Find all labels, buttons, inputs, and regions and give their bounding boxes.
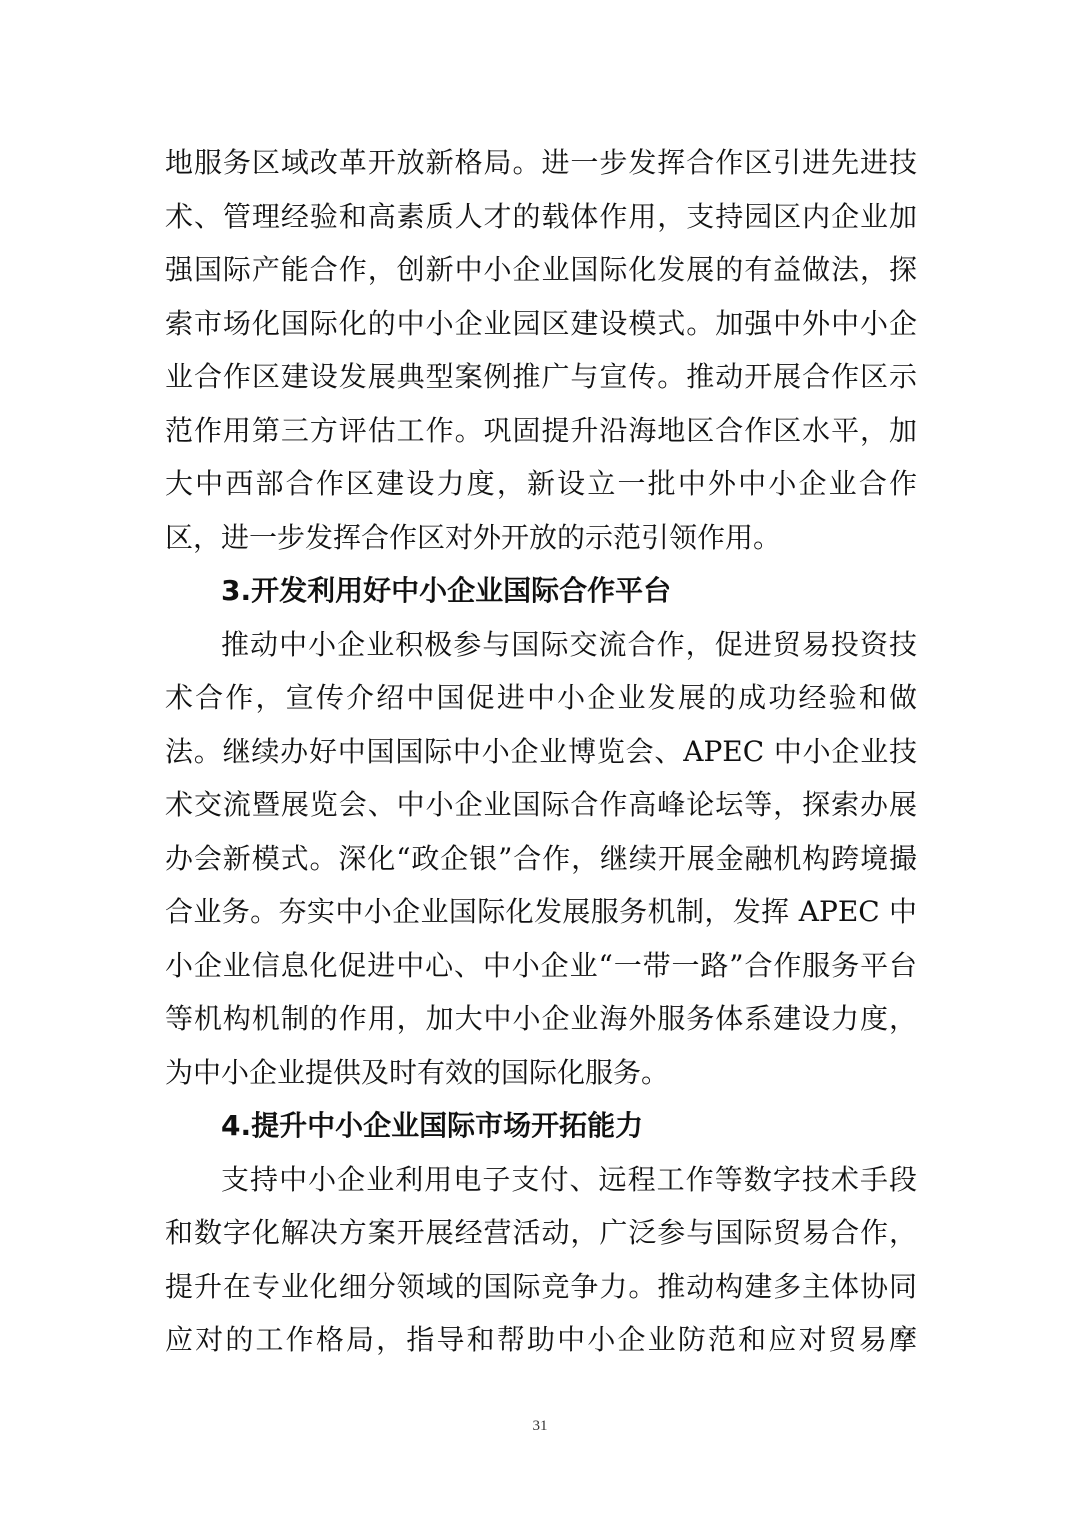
text-line: 合业务。夯实中小企业国际化发展服务机制，发挥 APEC 中 bbox=[165, 895, 917, 928]
text-line: 业合作区建设发展典型案例推广与宣传。推动开展合作区示 bbox=[165, 360, 917, 393]
section-heading-3: 3.开发利用好中小企业国际合作平台 bbox=[221, 574, 672, 607]
text-line: 为中小企业提供及时有效的国际化服务。 bbox=[165, 1055, 670, 1089]
text-line: 和数字化解决方案开展经营活动，广泛参与国际贸易合作， bbox=[165, 1216, 917, 1249]
text-line: 提升在专业化细分领域的国际竞争力。推动构建多主体协同 bbox=[165, 1269, 917, 1303]
text-line: 区，进一步发挥合作区对外开放的示范引领作用。 bbox=[165, 520, 782, 554]
text-line: 等机构机制的作用，加大中小企业海外服务体系建设力度， bbox=[165, 1002, 917, 1035]
text-line: 索市场化国际化的中小企业园区建设模式。加强中外中小企 bbox=[165, 306, 917, 340]
text-line: 支持中小企业利用电子支付、远程工作等数字技术手段 bbox=[221, 1162, 917, 1196]
text-line: 范作用第三方评估工作。巩固提升沿海地区合作区水平，加 bbox=[165, 413, 917, 447]
text-line: 办会新模式。深化“政企银”合作，继续开展金融机构跨境撮 bbox=[165, 841, 917, 875]
section-heading-4: 4.提升中小企业国际市场开拓能力 bbox=[221, 1109, 644, 1142]
page-number: 31 bbox=[532, 1418, 548, 1434]
text-line: 强国际产能合作，创新中小企业国际化发展的有益做法，探 bbox=[165, 253, 917, 286]
document-body bbox=[165, 136, 917, 1367]
text-line: 推动中小企业积极参与国际交流合作，促进贸易投资技 bbox=[221, 627, 917, 661]
text-line: 大中西部合作区建设力度，新设立一批中外中小企业合作 bbox=[165, 467, 917, 500]
text-line: 法。继续办好中国国际中小企业博览会、APEC 中小企业技 bbox=[165, 734, 917, 768]
text-line: 小企业信息化促进中心、中小企业“一带一路”合作服务平台 bbox=[165, 948, 917, 982]
text-line: 术交流暨展览会、中小企业国际合作高峰论坛等，探索办展 bbox=[165, 788, 917, 821]
text-line: 术、管理经验和高素质人才的载体作用，支持园区内企业加 bbox=[165, 199, 917, 233]
text-line: 应对的工作格局，指导和帮助中小企业防范和应对贸易摩 bbox=[165, 1323, 917, 1356]
text-line: 术合作，宣传介绍中国促进中小企业发展的成功经验和做 bbox=[165, 681, 917, 714]
text-line: 地服务区域改革开放新格局。进一步发挥合作区引进先进技 bbox=[165, 146, 917, 179]
